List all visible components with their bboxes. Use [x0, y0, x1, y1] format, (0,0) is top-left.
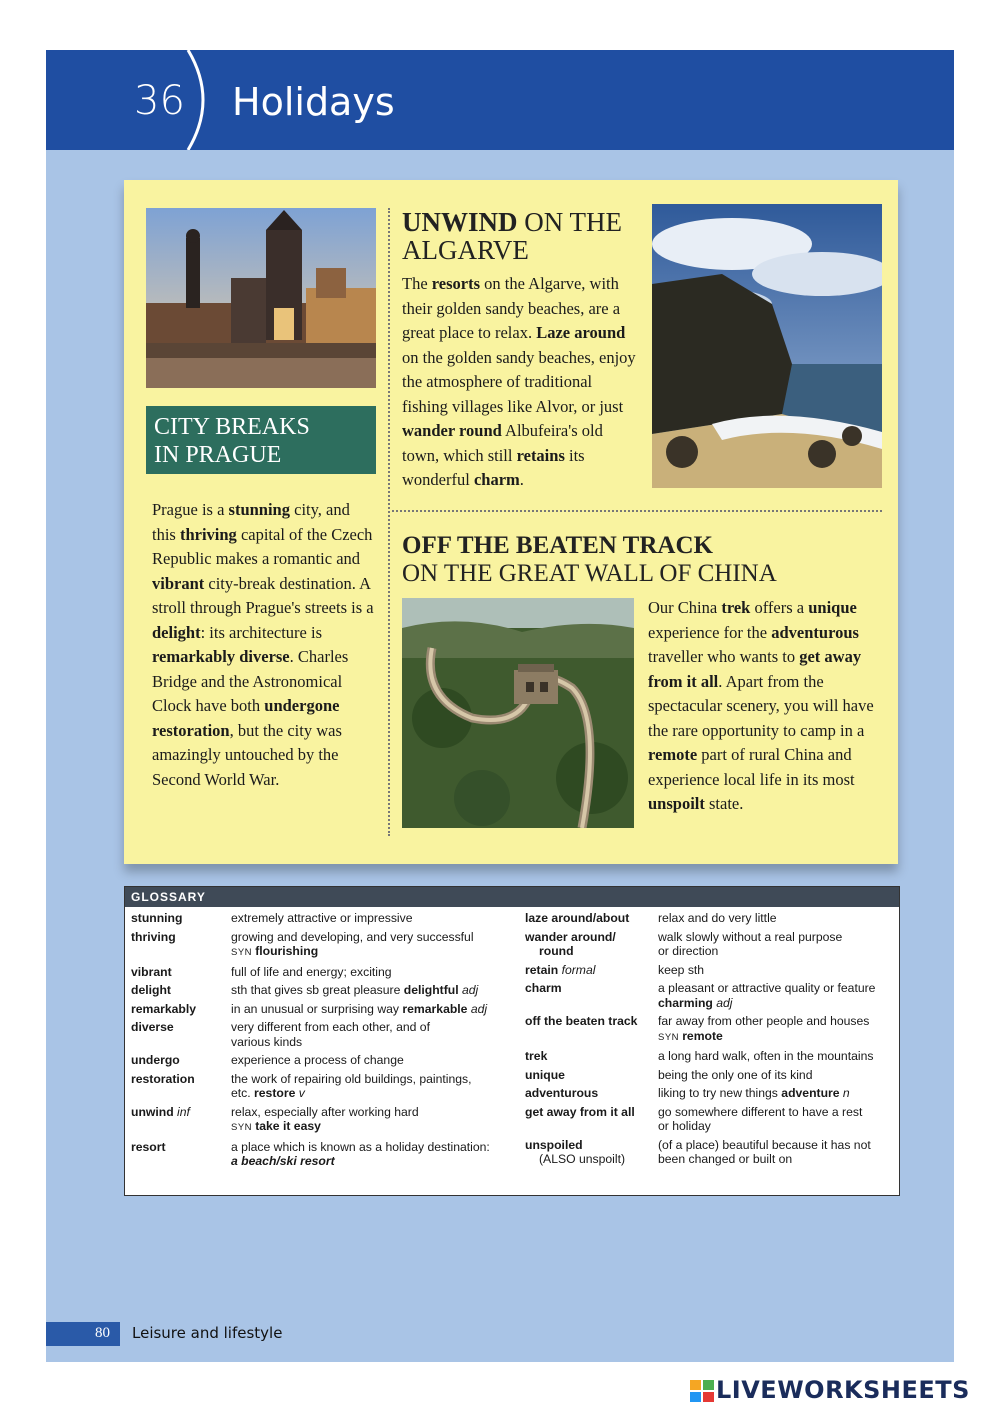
watermark-text: LIVEWORKSHEETS	[716, 1376, 970, 1404]
glossary-term-word: adventurous	[525, 1086, 599, 1100]
glossary-term	[525, 1105, 635, 1120]
glossary-entry	[131, 1020, 511, 1049]
text-run: Our China	[648, 598, 722, 617]
text-run: a long hard walk, often in the mountains	[658, 1049, 874, 1063]
glossary-term-word: stunning	[131, 911, 183, 925]
text-run: capital of the Czech Republic makes a romantic and	[152, 524, 373, 568]
glossary-term	[525, 981, 562, 996]
algarve-coast-photo	[652, 204, 882, 488]
liveworksheets-logo-icon	[690, 1380, 714, 1402]
text-run: city-break destination. A stroll through Prague's streets is a	[152, 573, 374, 617]
glossary-term	[131, 1020, 174, 1035]
text-run: go somewhere different to have a rest	[658, 1104, 863, 1119]
glossary-definition	[231, 911, 511, 926]
key-word: remote	[648, 745, 698, 764]
glossary-term	[131, 965, 172, 980]
algarve-heading	[402, 208, 632, 264]
text-run: on the golden sandy beaches, enjoy the atmosphere of traditional fishing villages like Alvor, or just	[402, 347, 636, 416]
text-run: being the only one of its kind	[658, 1067, 813, 1082]
glossary-term	[131, 1140, 166, 1155]
glossary-entry	[525, 1086, 905, 1101]
text-run: state.	[704, 794, 744, 813]
glossary-definition	[658, 1068, 905, 1083]
glossary-term-word: trek	[525, 1049, 548, 1063]
glossary-right-column	[525, 911, 905, 1171]
key-word: delightful	[403, 983, 459, 997]
text-run: full of life and energy; exciting	[231, 964, 392, 979]
key-word: thriving	[179, 524, 237, 544]
glossary-entry	[525, 1014, 905, 1045]
text-run: very different from each other, and of	[231, 1020, 430, 1034]
text-run: , but the city was amazingly untouched by the Second World War.	[152, 720, 342, 789]
key-word: a beach/ski resort	[231, 1154, 335, 1168]
text-run: walk slowly without a real purpose	[658, 929, 843, 944]
key-word: resorts	[431, 274, 481, 293]
prague-article-text	[152, 498, 374, 792]
text-run: growing and developing, and very successful	[231, 929, 474, 944]
glossary-term-word: unspoiled	[525, 1137, 583, 1152]
glossary-term	[525, 963, 595, 978]
glossary-definition	[658, 1014, 905, 1045]
glossary-left-column	[131, 911, 511, 1173]
key-word: Laze around	[536, 323, 626, 342]
glossary-entry	[131, 1002, 511, 1017]
glossary-definition	[658, 1138, 905, 1167]
text-run: the work of repairing old buildings, paintings,	[231, 1071, 472, 1086]
glossary-term-word: restoration	[131, 1071, 195, 1086]
prague-heading-line1: CITY BREAKS	[154, 414, 310, 440]
glossary-term	[131, 930, 176, 945]
key-word: restore	[254, 1086, 296, 1100]
glossary-term-word: unwind	[131, 1104, 174, 1119]
text-run: in an unusual or surprising way	[231, 1001, 403, 1016]
glossary-term	[525, 1086, 598, 1101]
glossary-term-word: retain	[525, 962, 559, 977]
syn-label: SYN	[231, 1122, 256, 1133]
key-word: take it easy	[255, 1119, 321, 1133]
key-word: vibrant	[152, 573, 205, 593]
glossary-definition	[658, 930, 905, 959]
key-word: charming	[658, 995, 713, 1010]
text-run: etc.	[231, 1086, 255, 1100]
text-run: a place which is known as a holiday destination:	[231, 1139, 490, 1154]
unit-header	[46, 50, 954, 150]
text-run: adj	[712, 995, 733, 1010]
glossary-term-label: formal	[558, 962, 596, 977]
key-word: delight	[152, 622, 201, 642]
glossary-term	[131, 1105, 190, 1120]
glossary-entry	[131, 983, 511, 998]
glossary-definition	[231, 1053, 511, 1068]
glossary-term	[131, 1002, 196, 1017]
glossary-term-word: delight	[131, 983, 171, 997]
glossary-term-word: remarkably	[131, 1001, 197, 1016]
glossary-definition	[231, 930, 511, 961]
glossary-definition	[658, 981, 905, 1010]
glossary-entry	[131, 1140, 511, 1169]
glossary-term	[131, 1053, 180, 1068]
glossary-definition	[658, 1086, 905, 1101]
glossary-term	[131, 911, 182, 926]
glossary-term	[525, 930, 616, 959]
algarve-article-text	[402, 272, 642, 493]
text-run: been changed or built on	[658, 1152, 793, 1166]
glossary-term	[131, 983, 171, 998]
glossary-entry	[525, 1105, 905, 1134]
glossary-entry	[525, 1049, 905, 1064]
glossary-term-word: diverse	[131, 1020, 174, 1034]
glossary-entry	[131, 1053, 511, 1068]
glossary-entry	[131, 911, 511, 926]
text-run: sth that gives sb great pleasure	[231, 983, 404, 997]
glossary-term-word: undergo	[131, 1053, 180, 1067]
glossary-term	[525, 911, 629, 926]
glossary-entry	[525, 981, 905, 1010]
text-run: extremely attractive or impressive	[231, 911, 413, 925]
section-label: Leisure and lifestyle	[132, 1324, 283, 1342]
glossary-term-word: wander around/	[525, 929, 616, 944]
glossary-term-word: laze around/about	[525, 911, 630, 925]
prague-heading	[146, 406, 376, 474]
text-run: various kinds	[231, 1034, 303, 1049]
glossary-term-word: unique	[525, 1067, 565, 1082]
glossary-term	[131, 1072, 195, 1087]
text-run: Prague is a	[152, 500, 229, 519]
glossary-term	[525, 1049, 547, 1064]
text-run: far away from other people and houses	[658, 1014, 870, 1028]
text-run: : its architecture is	[200, 622, 323, 642]
glossary-term-word: charm	[525, 981, 562, 995]
glossary-definition	[231, 1020, 511, 1049]
glossary-term	[525, 1014, 637, 1029]
glossary-term-word: resort	[131, 1139, 166, 1154]
key-word: stunning	[228, 500, 290, 519]
glossary-entry	[525, 911, 905, 926]
glossary-title: GLOSSARY	[125, 887, 899, 907]
glossary-definition	[658, 911, 905, 926]
article-panel	[124, 180, 898, 864]
great-wall-photo	[402, 598, 634, 828]
key-word: flourishing	[255, 944, 319, 958]
glossary-entry	[131, 1072, 511, 1101]
text-run: .	[519, 470, 524, 489]
text-run: a pleasant or attractive quality or feature	[658, 981, 876, 995]
key-word: trek	[721, 598, 751, 617]
text-run: . Apart from the spectacular scenery, you will have the rare opportunity to camp in a	[648, 671, 874, 740]
text-run: on the Algarve, with their golden sandy beaches, are a great place to relax.	[402, 274, 621, 342]
glossary-entry	[525, 1138, 905, 1167]
text-run: . Charles Bridge and the Astronomical Clock have both	[152, 647, 349, 715]
glossary-box	[124, 886, 900, 1196]
key-word: remote	[682, 1028, 723, 1043]
glossary-entry	[131, 1105, 511, 1136]
page-number: 80	[46, 1322, 120, 1346]
glossary-definition	[231, 1140, 511, 1169]
glossary-term	[525, 1138, 625, 1167]
glossary-entry	[525, 930, 905, 959]
textbook-page	[46, 50, 954, 1362]
text-run: The	[402, 274, 432, 293]
key-word: remarkably diverse	[152, 647, 290, 666]
text-run: n	[839, 1086, 850, 1100]
great-wall-heading	[402, 532, 882, 588]
text-run: adj	[467, 1001, 488, 1016]
glossary-entry	[525, 963, 905, 978]
glossary-definition	[231, 983, 511, 998]
great-wall-heading-line1: OFF THE BEATEN TRACK	[402, 532, 713, 559]
syn-label: SYN	[231, 947, 256, 958]
glossary-definition	[231, 965, 511, 980]
unit-title: Holidays	[232, 80, 395, 124]
unit-number: 36	[134, 78, 185, 124]
key-word: adventurous	[771, 622, 859, 642]
text-run: Albufeira's old town, which still	[402, 421, 603, 465]
liveworksheets-watermark	[690, 1376, 970, 1404]
glossary-term-word: vibrant	[131, 964, 172, 979]
glossary-term-word: off the beaten track	[525, 1014, 638, 1028]
glossary-entry	[131, 930, 511, 961]
key-word: unspoilt	[648, 794, 705, 813]
algarve-heading-rest: ON THE ALGARVE	[402, 207, 623, 265]
glossary-term-continuation: round	[539, 944, 574, 958]
text-run: keep sth	[658, 962, 705, 977]
glossary-term-label: inf	[173, 1104, 190, 1119]
text-run: traveller who wants to	[648, 647, 800, 666]
key-word: adventure	[781, 1086, 840, 1100]
key-word: undergone restoration	[152, 696, 340, 740]
text-run: v	[295, 1086, 305, 1100]
key-word: charm	[473, 470, 520, 489]
text-run: adj	[458, 983, 479, 997]
header-arc-divider	[184, 50, 218, 150]
glossary-definition	[658, 1049, 905, 1064]
key-word: get away from it all	[648, 647, 862, 691]
text-run: experience for the	[648, 622, 772, 642]
prague-heading-line2: IN PRAGUE	[154, 442, 282, 468]
text-run: or direction	[658, 944, 719, 958]
glossary-definition	[658, 1105, 905, 1134]
syn-label: SYN	[658, 1031, 683, 1043]
text-run: city, and this	[152, 500, 350, 544]
key-word: unique	[808, 598, 857, 617]
glossary-term	[525, 1068, 565, 1083]
glossary-term-continuation: (ALSO unspoilt)	[539, 1152, 626, 1166]
text-run: experience a process of change	[231, 1053, 404, 1067]
glossary-definition	[658, 963, 905, 978]
text-run: (of a place) beautiful because it has not	[658, 1137, 871, 1152]
text-run: relax, especially after working hard	[231, 1104, 419, 1119]
glossary-definition	[231, 1002, 511, 1017]
key-word: remarkable	[402, 1001, 468, 1016]
vertical-dotted-divider	[388, 208, 390, 836]
glossary-entry	[525, 1068, 905, 1083]
text-run: part of rural China and experience local life in its most	[648, 745, 855, 789]
text-run: liking to try new things	[658, 1086, 782, 1100]
glossary-entry	[131, 965, 511, 980]
key-word: wander round	[402, 421, 502, 440]
glossary-definition	[231, 1105, 511, 1136]
text-run: offers a	[750, 598, 809, 617]
prague-bridge-photo	[146, 208, 376, 388]
glossary-term-word: get away from it all	[525, 1104, 635, 1119]
text-run: its wonderful	[402, 445, 585, 489]
algarve-heading-bold: UNWIND	[402, 207, 518, 237]
text-run: or holiday	[658, 1119, 711, 1133]
key-word: retains	[516, 445, 565, 465]
horizontal-dotted-divider	[392, 510, 882, 512]
glossary-term-word: thriving	[131, 929, 176, 944]
great-wall-article-text	[648, 596, 884, 817]
glossary-definition	[231, 1072, 511, 1101]
great-wall-heading-line2: ON THE GREAT WALL OF CHINA	[402, 560, 777, 587]
text-run: relax and do very little	[658, 911, 777, 925]
